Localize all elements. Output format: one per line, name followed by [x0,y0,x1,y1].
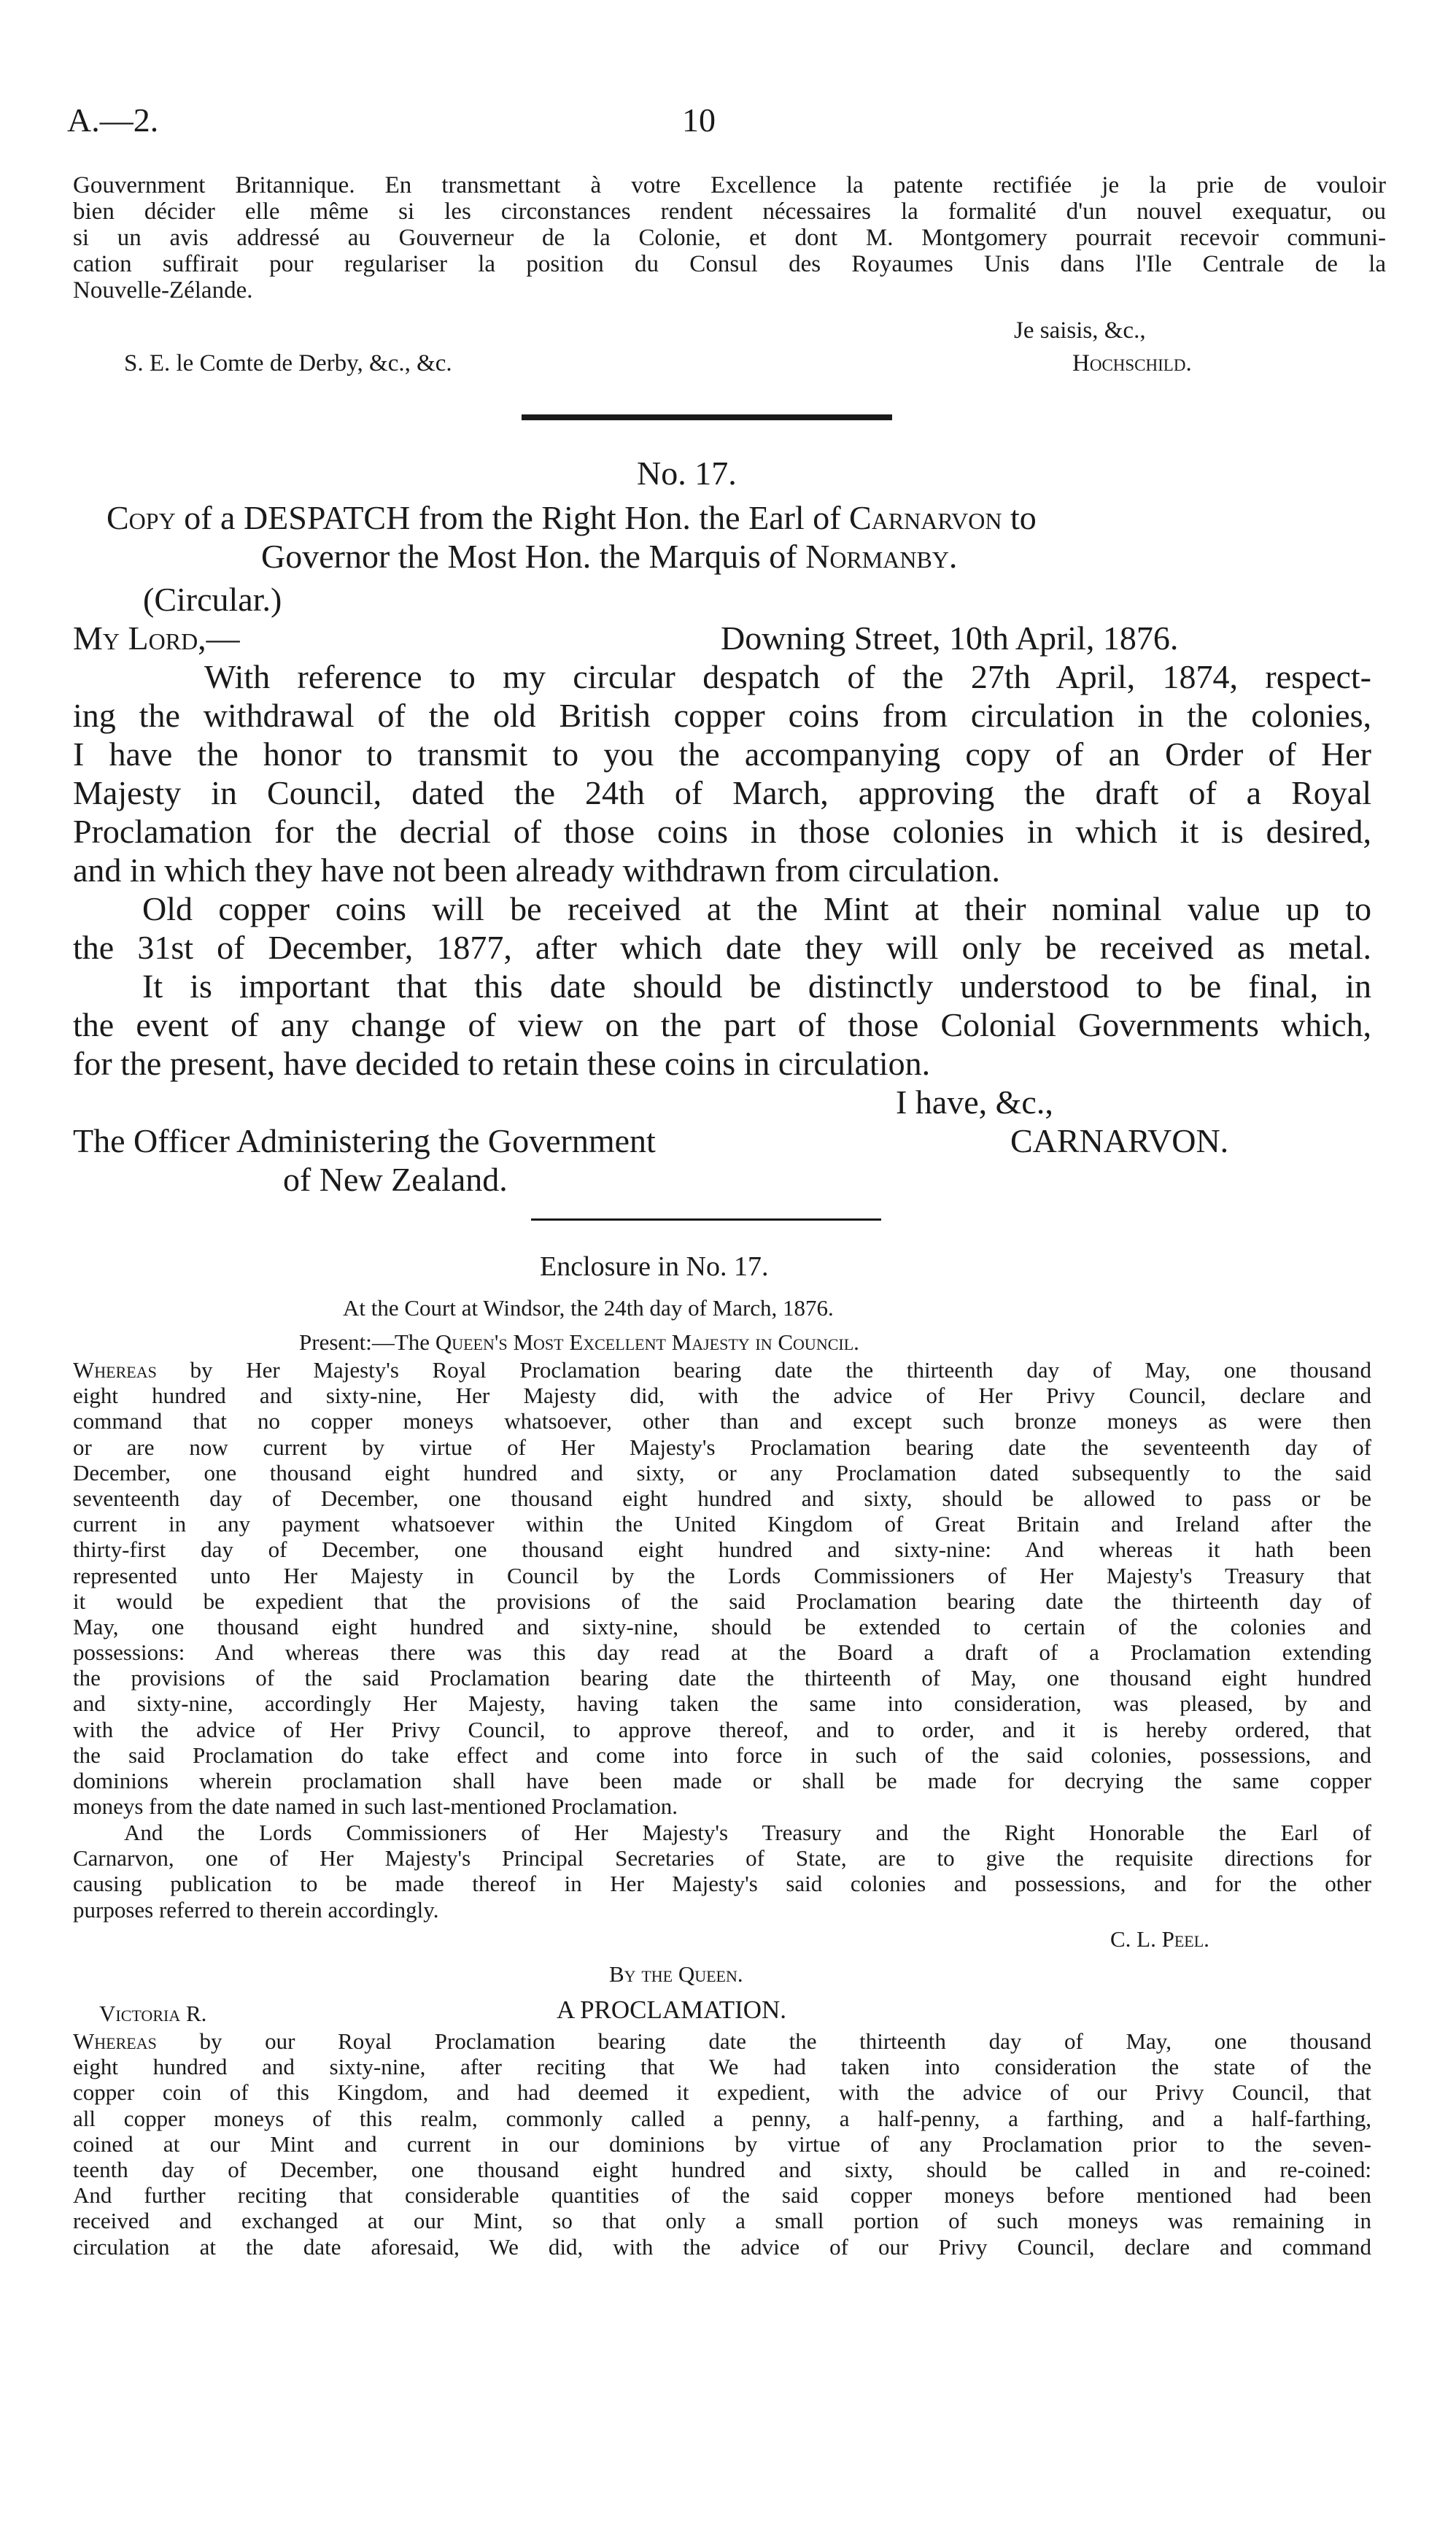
despatch-signature: CARNARVON. [1010,1122,1229,1159]
normanby-name: Normanby. [805,538,958,575]
victoria-r: Victoria R. [99,2001,207,2026]
carnarvon-name: Carnarvon [849,499,1002,536]
text-line: causing publication to be made thereof in Her Majesty's said colonies and possessions, and for the other [73,1871,1371,1897]
present-line [299,1329,859,1356]
section-divider [531,1218,881,1221]
french-closing: Je saisis, &c., [1014,317,1146,344]
despatch-number: No. 17. [637,455,737,492]
despatch-paragraph-2 [73,889,1371,967]
despatch-paragraph-3 [73,967,1371,1083]
text-line: circulation at the date aforesaid, We did, with the advice of our Privy Council, declare and command [73,2233,1371,2260]
text-line: and sixty-nine, accordingly Her Majesty, having taken the same into consideration, was pleased, by and [73,1691,1371,1717]
proclamation-paragraph [73,2028,1371,2260]
text-line: copper coin of this Kingdom, and had deemed it expedient, with the advice of our Privy Council, that [73,2079,1371,2106]
present-label: Present:—The [299,1329,435,1355]
text-line: seventeenth day of December, one thousand eight hundred and sixty, should be allowed to pass or be [73,1485,1371,1511]
text-line: Gouvernment Britannique. En transmettant à votre Excellence la patente rectifiée je la prie de vouloir [73,172,1386,198]
copy-label: Copy [107,499,176,536]
text-line [73,1357,1371,1383]
text-line: ing the withdrawal of the old British copper coins from circulation in the colonies, [73,697,1371,734]
text-line: eight hundred and sixty-nine, Her Majesty did, with the advice of Her Privy Council, declare and [73,1383,1371,1409]
whereas-lead: Whereas [73,2028,157,2054]
text-line: Carnarvon, one of Her Majesty's Principal Secretaries of State, are to give the requisite directions for [73,1845,1371,1871]
salutation: My Lord,— [73,619,240,657]
whereas-lead: Whereas [73,1357,157,1383]
court-line: At the Court at Windsor, the 24th day of March, 1876. [343,1295,834,1321]
text-line: represented unto Her Majesty in Council by the Lords Commissioners of Her Majesty's Treasury that [73,1562,1371,1588]
text-line: and in which they have not been already withdrawn from circulation. [73,851,1000,889]
despatch-closing: I have, &c., [896,1083,1053,1121]
text-line: the event of any change of view on the part of those Colonial Governments which, [73,1006,1371,1043]
text-line: bien décider elle même si les circonstances rendent nécessaires la formalité d'un nouvel exequatur, ou [73,198,1386,225]
present-text: Queen's Most Excellent Majesty in Council. [435,1329,859,1355]
text-line: for the present, have decided to retain these coins in circulation. [73,1045,931,1082]
text-line: Old copper coins will be received at the Mint at their nominal value up to [142,890,1371,927]
text-line: cation suffirait pour regulariser la position du Consul des Royaumes Unis dans l'Ile Centrale de la [73,251,1386,277]
french-letter-paragraph [73,172,1386,304]
text-line: Nouvelle-Zélande. [73,277,253,304]
recipient-line-1: The Officer Administering the Government [73,1122,656,1159]
order-in-council-paragraph-2 [73,1820,1371,1923]
text-line: with the advice of Her Privy Council, to approve thereof, and to order, and it is hereby ordered, that [73,1716,1371,1742]
text-line: thirty-first day of December, one thousand eight hundred and sixty-nine: And whereas it hath been [73,1537,1371,1563]
text-line: it would be expedient that the provisions of the said Proclamation bearing date the thirteenth day of [73,1588,1371,1614]
order-signature: C. L. Peel. [1110,1926,1209,1952]
section-divider [522,414,892,420]
text-line: With reference to my circular despatch of the 27th April, 1874, respect- [204,658,1371,695]
circular-label: (Circular.) [143,581,282,618]
place-and-date: Downing Street, 10th April, 1876. [721,619,1179,657]
text-line: eight hundred and sixty-nine, after reciting that We had taken into consideration the state of the [73,2054,1371,2080]
text-line: the provisions of the said Proclamation bearing date the thirteenth of May, one thousand eight hundred [73,1665,1371,1691]
text-line: dominions wherein proclamation shall have been made or shall be made for decrying the same copper [73,1768,1371,1793]
title-text: Governor the Most Hon. the Marquis of [261,538,806,575]
text-line: moneys from the date named in such last-mentioned Proclamation. [73,1793,678,1820]
text-line: command that no copper moneys whatsoever, other than and except such bronze moneys as were then [73,1408,1371,1434]
text-line: Proclamation for the decrial of those coins in those colonies in which it is desired, [73,813,1371,850]
order-in-council-paragraph-1 [73,1357,1371,1819]
text-line: or are now current by virtue of Her Majesty's Proclamation bearing date the seventeenth day of [73,1434,1371,1460]
text-line: Majesty in Council, dated the 24th of March, approving the draft of a Royal [73,774,1371,811]
proclamation-title: A PROCLAMATION. [557,1996,787,2024]
text-line: And the Lords Commissioners of Her Majesty's Treasury and the Right Honorable the Earl of [124,1820,1371,1845]
despatch-title-line-1 [107,498,1037,537]
text-line: May, one thousand eight hundred and sixty-nine, should be extended to certain of the colonies and [73,1613,1371,1639]
page-number: 10 [682,101,716,139]
french-addressee: S. E. le Comte de Derby, &c., &c. [124,350,452,376]
text-line: December, one thousand eight hundred and sixty, or any Proclamation dated subsequently to the said [73,1459,1371,1486]
text-line: I have the honor to transmit to you the accompanying copy of an Order of Her [73,735,1371,773]
line-text: by Her Majesty's Royal Proclamation bearing date the thirteenth day of May, one thousand [156,1357,1371,1383]
text-line: the 31st of December, 1877, after which date they will only be received as metal. [73,929,1371,966]
document-reference: A.—2. [67,101,159,139]
by-the-queen: By the Queen. [609,1961,743,1987]
text-line: coined at our Mint and current in our dominions by virtue of any Proclamation prior to the seven- [73,2130,1371,2157]
text-line: teenth day of December, one thousand eight hundred and sixty, should be called in and re-coined: [73,2156,1371,2182]
title-text: of a DESPATCH from the Right Hon. the Earl of [175,499,850,536]
french-signature: Hochschild. [1072,350,1192,376]
title-text: to [1002,499,1037,536]
text-line: possessions: And whereas there was this day read at the Board a draft of a Proclamation extending [73,1639,1371,1666]
text-line: all copper moneys of this realm, commonly called a penny, a half-penny, a farthing, and a half-farthing, [73,2105,1371,2131]
text-line: It is important that this date should be distinctly understood to be final, in [142,967,1371,1005]
text-line: the said Proclamation do take effect and come into force in such of the said colonies, possessions, and [73,1742,1371,1768]
text-line [73,2028,1371,2054]
line-text: by our Royal Proclamation bearing date the thirteenth day of May, one thousand [156,2028,1371,2054]
text-line: received and exchanged at our Mint, so that only a small portion of such moneys was remaining in [73,2208,1371,2234]
text-line: And further reciting that considerable quantities of the said copper moneys before mentioned had been [73,2182,1371,2209]
despatch-paragraph-1 [73,657,1371,889]
enclosure-heading: Enclosure in No. 17. [540,1251,769,1282]
despatch-title-line-2 [261,537,957,576]
text-line: current in any payment whatsoever within the United Kingdom of Great Britain and Ireland after the [73,1511,1371,1537]
text-line: purposes referred to therein accordingly. [73,1896,439,1923]
text-line: si un avis addressé au Gouverneur de la Colonie, et dont M. Montgomery pourrait recevoir communi- [73,225,1386,251]
recipient-line-2: of New Zealand. [283,1161,508,1198]
